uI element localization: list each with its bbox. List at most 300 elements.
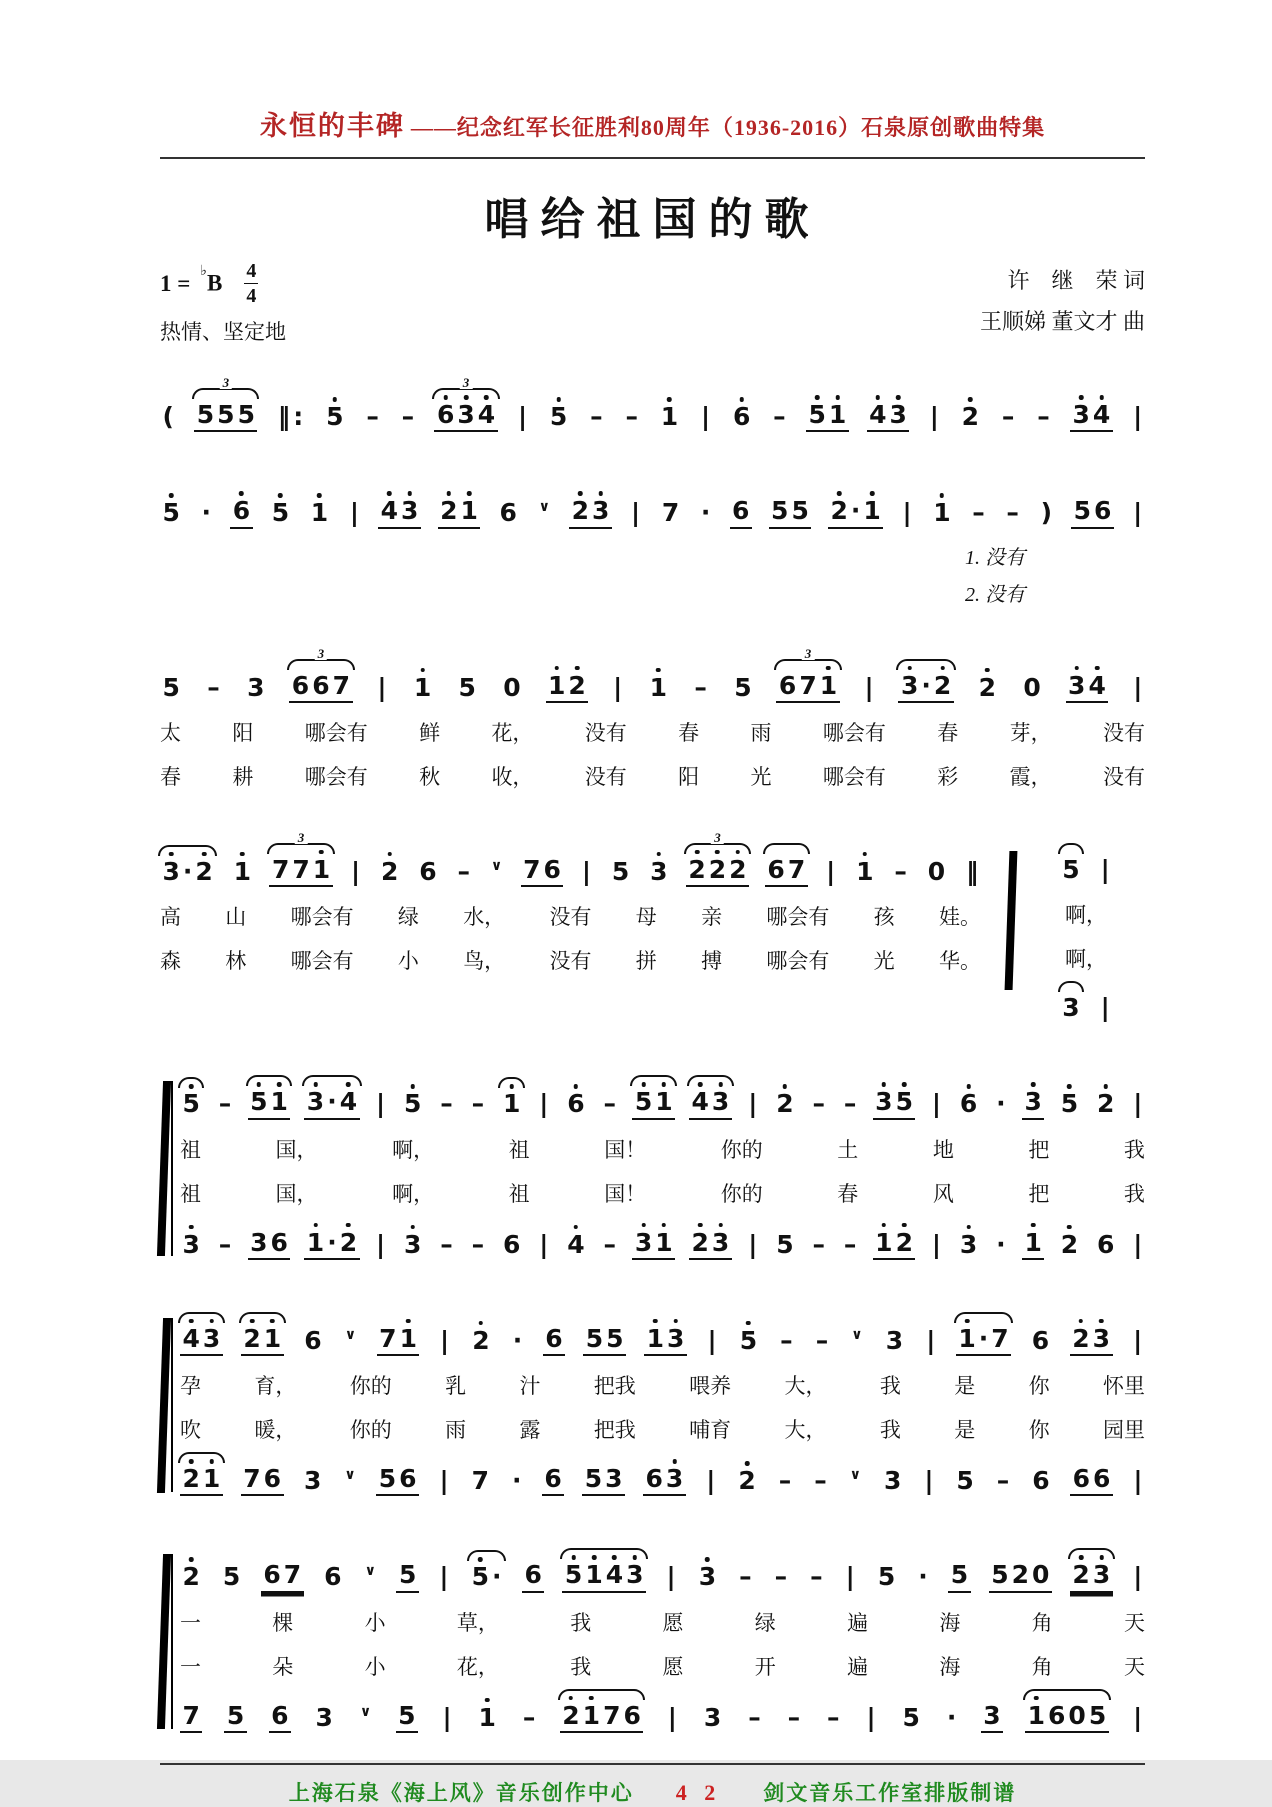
note-char: 0 <box>1032 1560 1050 1590</box>
lyric-cell: 我 <box>879 1418 901 1442</box>
note-token <box>396 1562 418 1592</box>
note-char: 1 <box>312 854 331 884</box>
lyric-cell: 哪会有 <box>304 720 368 745</box>
slur-arc <box>763 843 810 854</box>
note-token <box>515 404 529 432</box>
note-token <box>373 1091 387 1119</box>
notation-line <box>180 1208 1145 1260</box>
note-token <box>476 1702 498 1733</box>
note-token <box>647 672 669 703</box>
note-token <box>1131 1091 1145 1119</box>
lyric-cell: 国， <box>275 1137 318 1162</box>
triplet-arc <box>287 645 354 670</box>
lyric-cell: 我 <box>570 1654 592 1679</box>
note-char: 2 <box>562 1700 580 1730</box>
note-char: 2 <box>830 496 848 526</box>
note-char: 7 <box>991 1323 1009 1353</box>
note-token <box>746 1702 764 1733</box>
triplet-arc <box>774 645 841 670</box>
note-char: 2 <box>195 856 213 886</box>
note-char: | <box>866 1702 876 1732</box>
note-token <box>957 1229 979 1260</box>
note-char: – <box>815 1325 829 1355</box>
note-char: 2 <box>568 670 586 700</box>
lyric-cell: 光 <box>873 949 895 973</box>
note-char: · <box>511 1466 522 1495</box>
slur-arc <box>1068 1548 1115 1559</box>
note-token <box>456 672 478 703</box>
note-token <box>623 404 641 432</box>
note-token <box>812 1468 830 1496</box>
note-char: 1 <box>875 1227 893 1257</box>
lyric-cell: 暖， <box>254 1418 297 1442</box>
note-char: 6 <box>543 854 561 884</box>
music-system <box>160 1540 1145 1733</box>
notation-line <box>160 375 1145 432</box>
note-token <box>497 500 519 528</box>
note-char: 5 <box>162 672 180 702</box>
note-token <box>957 1091 979 1119</box>
note-token <box>205 672 223 703</box>
note-token <box>1038 500 1054 528</box>
note-char: 5 <box>771 496 789 526</box>
note-token <box>1131 404 1145 432</box>
note-char: | <box>1133 1702 1143 1732</box>
lyric-cell: 啊， <box>392 1181 435 1206</box>
note-token <box>180 1229 202 1260</box>
note-char: 6 <box>767 854 785 884</box>
pickup-column <box>1007 835 1145 1024</box>
lyric-cell: 吹 <box>180 1418 201 1442</box>
note-token <box>774 1229 796 1260</box>
note-char: 6 <box>959 1089 978 1119</box>
note-char: 5 <box>734 672 752 702</box>
note-char: – <box>778 1466 792 1495</box>
note-char: ‖ <box>277 402 291 431</box>
lyric-cell: 国， <box>275 1181 318 1206</box>
note-token <box>843 1564 857 1592</box>
note-token <box>925 856 947 887</box>
lyric-cell: 哪会有 <box>290 949 354 973</box>
note-char: · <box>700 498 711 528</box>
note-char: · <box>921 670 931 700</box>
note-token <box>611 672 625 703</box>
note-char: · <box>491 1562 502 1592</box>
note-char: · <box>996 1089 1006 1119</box>
note-char: – <box>812 1089 825 1119</box>
lyric-cell: 遍 <box>847 1610 869 1635</box>
note-char: 0 <box>1068 1700 1086 1730</box>
lyric-cell: 棵 <box>272 1610 294 1635</box>
note-token <box>438 1091 456 1119</box>
note-char: 6 <box>1048 1700 1066 1730</box>
lyric-cell: 绿 <box>397 905 419 929</box>
note-token <box>1022 1227 1044 1260</box>
note-char: 2 <box>688 854 706 884</box>
note-token <box>543 1323 565 1356</box>
note-char: · <box>182 856 193 886</box>
note-token <box>1131 1702 1145 1733</box>
note-char: 6 <box>1032 1466 1050 1495</box>
lyric-cell: 我 <box>570 1610 592 1635</box>
note-char: 6 <box>623 1700 641 1730</box>
lyric-cell: 秋 <box>419 764 441 789</box>
note-char: – <box>843 1089 857 1119</box>
time-signature-bottom: 4 <box>246 285 257 307</box>
note-char: 3 <box>626 1560 644 1590</box>
note-char: – <box>471 1229 485 1259</box>
note-char: 2 <box>243 1323 261 1353</box>
lyric-cell: 水， <box>463 905 506 929</box>
note-char: 2 <box>978 672 996 702</box>
note-token <box>304 1089 359 1119</box>
note-token <box>730 498 752 528</box>
breath-mark <box>342 1328 358 1345</box>
note-token <box>245 672 267 703</box>
note-char: 3 <box>667 1323 685 1353</box>
note-token <box>864 1702 878 1733</box>
lyric-cell: 角 <box>1031 1610 1053 1635</box>
note-token <box>774 1091 796 1119</box>
note-char: 2 <box>933 670 952 700</box>
note-token <box>769 498 812 528</box>
note-char: 1 <box>306 1227 325 1257</box>
note-token <box>231 856 253 887</box>
notation-line <box>1027 835 1145 885</box>
lyric-cell: 山 <box>225 905 247 929</box>
note-char: 3 <box>711 1087 730 1117</box>
lyric-cell: 绿 <box>754 1610 776 1635</box>
note-char: 4 <box>605 1560 624 1590</box>
note-char: 2 <box>1072 1323 1090 1353</box>
note-token <box>1029 1325 1051 1356</box>
note-token <box>732 672 754 703</box>
studio-name-right: 剑文音乐工作室排版制谱 <box>763 1780 1017 1805</box>
lyric-cell: 没有 <box>584 720 627 745</box>
lyric-cell: 孕 <box>180 1374 201 1398</box>
lyric-cell: 小 <box>364 1610 386 1635</box>
note-token <box>269 500 291 528</box>
note-char: ∨ <box>851 1326 863 1343</box>
lyric-cell: 大， <box>784 1374 827 1398</box>
note-token <box>900 1702 922 1733</box>
note-token <box>469 1564 504 1592</box>
note-token <box>776 645 839 703</box>
note-char: 0 <box>1023 672 1041 702</box>
lyrics-line <box>160 717 1145 747</box>
note-char: 1 <box>310 498 329 528</box>
note-token <box>455 856 473 887</box>
triplet-label: 3 <box>460 376 473 389</box>
note-token <box>304 1227 359 1260</box>
note-token <box>438 1325 452 1356</box>
verse-mark: 1. 没有 <box>965 546 1025 569</box>
note-char: – <box>603 1229 616 1259</box>
note-char: 3 <box>1092 1560 1111 1590</box>
note-char: | <box>1133 1325 1143 1355</box>
lyric-cell: 是 <box>954 1374 976 1398</box>
note-token <box>806 402 849 432</box>
note-char: 7 <box>661 498 680 528</box>
note-token <box>411 672 433 703</box>
note-token <box>241 1323 284 1356</box>
note-char: 1 <box>582 1700 601 1730</box>
note-char: 6 <box>1031 1325 1050 1355</box>
note-char: 5 <box>902 1702 920 1732</box>
note-char: : <box>293 402 304 431</box>
lyrics-line <box>180 1414 1145 1444</box>
note-token <box>772 1564 790 1592</box>
note-char: 5 <box>237 400 255 429</box>
lyric-cell: 哪会有 <box>766 949 830 973</box>
note-token <box>375 672 389 703</box>
note-token <box>180 1323 223 1356</box>
lyric-cell: 哪会有 <box>304 764 368 789</box>
note-token <box>810 1091 828 1119</box>
lyric-cell: 把 <box>1028 1181 1050 1206</box>
note-char: | <box>700 402 711 431</box>
note-token <box>560 1700 644 1733</box>
note-char: 1 <box>933 498 951 528</box>
note-token <box>1025 1700 1109 1733</box>
note-token <box>1098 854 1112 885</box>
note-char: | <box>706 1466 716 1495</box>
note-token <box>927 404 941 432</box>
flat-sign: ♭ <box>200 264 207 280</box>
note-token <box>1058 1229 1080 1260</box>
lyric-cell: 小 <box>364 1654 386 1679</box>
slur-arc <box>896 659 955 670</box>
note-char: ∨ <box>359 1703 372 1720</box>
note-char: 5 <box>634 1087 653 1117</box>
notation-line <box>1027 973 1145 1023</box>
note-token <box>898 670 953 703</box>
note-token <box>1131 1325 1145 1356</box>
note-char: 3 <box>315 1702 333 1732</box>
notation-line <box>160 645 1145 703</box>
note-char: 1 <box>202 1464 221 1493</box>
note-token <box>194 375 257 432</box>
note-token <box>643 1466 686 1496</box>
note-token <box>900 500 914 528</box>
note-char: 1 <box>660 402 679 431</box>
note-token <box>500 1091 522 1119</box>
note-char: | <box>1133 1466 1143 1495</box>
note-char: 5 <box>398 1560 417 1590</box>
lyric-cell: 角 <box>1031 1654 1053 1679</box>
breath-mark <box>536 500 552 517</box>
lyric-cell: 哪会有 <box>822 764 886 789</box>
lyric-cell: 霞， <box>1009 764 1052 789</box>
note-char: 7 <box>271 854 290 884</box>
note-char: – <box>694 672 707 702</box>
note-char: 1 <box>958 1323 976 1353</box>
note-char: 6 <box>778 670 797 700</box>
note-char: 1 <box>585 1560 603 1590</box>
note-char: | <box>375 1229 386 1259</box>
lyric-cell: 没有 <box>1102 720 1145 745</box>
note-char: 7 <box>471 1466 489 1495</box>
slur-arc <box>1058 843 1084 854</box>
note-char: 2 <box>776 1089 794 1119</box>
notation-line <box>160 829 981 887</box>
note-char: 6 <box>291 670 310 700</box>
note-char: 4 <box>380 496 399 526</box>
note-char: – <box>787 1702 801 1732</box>
note-char: | <box>929 402 939 431</box>
lyric-cell: 把我 <box>593 1418 636 1442</box>
note-char: | <box>902 498 912 528</box>
note-char: 5 <box>196 400 215 429</box>
note-char: 5 <box>471 1562 489 1592</box>
note-token <box>867 402 910 432</box>
music-system <box>160 1067 1145 1260</box>
note-char: 4 <box>339 1087 358 1117</box>
time-signature <box>244 261 258 306</box>
note-char: – <box>590 402 603 431</box>
note-char: 1 <box>233 856 252 886</box>
note-token <box>689 1089 732 1119</box>
lyric-cell: 园里 <box>1102 1418 1145 1442</box>
lyrics-line <box>180 1178 1145 1208</box>
note-token <box>696 1564 718 1592</box>
note-char: 3 <box>983 1700 1001 1730</box>
note-token <box>609 856 631 887</box>
note-char: – <box>773 402 786 431</box>
note-token <box>954 1468 976 1496</box>
lyric-cell: 是 <box>954 1418 976 1442</box>
note-char: 2 <box>729 854 747 884</box>
note-char: 6 <box>732 402 751 431</box>
note-token <box>399 404 417 432</box>
note-token <box>160 404 176 432</box>
note-token <box>841 1229 859 1260</box>
lyric-cell: 没有 <box>549 949 592 973</box>
note-token <box>378 498 421 528</box>
note-char: 5 <box>398 1700 416 1730</box>
lyric-cell: 春 <box>678 720 700 745</box>
note-char: 2 <box>182 1562 200 1592</box>
note-char: 1 <box>819 670 838 700</box>
note-char: 5 <box>895 1087 913 1117</box>
note-token <box>746 1091 760 1119</box>
key-name <box>200 264 223 297</box>
note-char: 3 <box>605 1464 623 1493</box>
note-char: 0 <box>927 856 946 886</box>
note-char: | <box>864 672 874 702</box>
note-token <box>701 1702 723 1733</box>
key-letter: B <box>206 270 223 296</box>
note-token <box>1030 1468 1052 1496</box>
key-and-tempo <box>160 261 286 346</box>
triplet-label: 3 <box>295 831 308 844</box>
note-char: 6 <box>645 1464 663 1493</box>
note-char: · <box>201 498 212 528</box>
lyric-cell: 你的 <box>349 1374 392 1398</box>
note-token <box>1070 1562 1113 1592</box>
note-char: 5 <box>326 402 344 431</box>
note-token <box>659 500 681 528</box>
triplet-label: 3 <box>802 647 815 660</box>
note-token <box>401 1091 423 1119</box>
series-subtitle: ——纪念红军长征胜利80周年（1936-2016）石泉原创歌曲特集 <box>410 115 1046 140</box>
note-token <box>828 498 883 528</box>
note-token <box>629 500 643 528</box>
note-char: | <box>351 856 361 886</box>
page-header <box>160 104 1145 159</box>
note-char: · <box>978 1323 989 1353</box>
note-token <box>963 856 981 887</box>
note-token <box>765 854 808 887</box>
slur-arc <box>302 1075 361 1086</box>
note-token <box>776 1468 794 1496</box>
notation-systems <box>160 375 1145 1733</box>
note-char: | <box>631 498 641 528</box>
note-token <box>180 1466 223 1496</box>
system-with-pickup <box>160 829 1145 1024</box>
note-char: ∨ <box>364 1563 376 1580</box>
note-char: 1 <box>646 1323 665 1353</box>
note-token <box>931 500 953 528</box>
lyric-cell: 大， <box>784 1418 827 1442</box>
pickup-lyric: 啊， <box>1065 903 1107 927</box>
note-char: 5 <box>1060 1089 1079 1119</box>
lyric-cell: 鸟， <box>463 949 506 973</box>
lyric-cell: 地 <box>932 1137 954 1162</box>
note-char: – <box>894 856 907 886</box>
notation-line <box>180 1067 1145 1119</box>
lyric-cell: 草， <box>456 1610 499 1635</box>
note-char: – <box>603 1089 616 1119</box>
note-token <box>417 856 439 887</box>
note-token <box>632 1227 675 1260</box>
lyric-cell: 天 <box>1123 1654 1145 1679</box>
note-char: 1 <box>1027 1700 1045 1730</box>
note-token <box>948 1562 970 1592</box>
note-char: 6 <box>1072 1464 1090 1493</box>
note-token <box>547 404 569 432</box>
note-char: 6 <box>271 1700 289 1730</box>
note-char: 3 <box>1024 1087 1042 1117</box>
note-char: 1 <box>460 496 478 526</box>
lyric-cell: 天 <box>1123 1610 1145 1635</box>
note-token <box>664 1564 678 1592</box>
note-char: 1 <box>478 1702 496 1732</box>
note-token <box>665 1702 679 1733</box>
note-char: – <box>522 1702 536 1732</box>
note-char: 5 <box>1088 1700 1107 1730</box>
note-char: 5 <box>549 402 568 431</box>
lyric-cell: 土 <box>837 1137 859 1162</box>
note-token <box>537 1091 551 1119</box>
note-token <box>824 856 838 887</box>
note-token <box>841 1091 859 1119</box>
lyric-cell: 祖 <box>508 1181 530 1206</box>
note-token <box>469 1468 491 1496</box>
note-token <box>644 1323 687 1356</box>
note-char: – <box>218 1089 232 1119</box>
lyric-cell: 鲜 <box>419 720 441 745</box>
note-token <box>1022 1089 1044 1119</box>
note-char: 1 <box>655 1087 673 1117</box>
note-token <box>737 1325 759 1356</box>
note-token <box>994 1091 1009 1119</box>
note-token <box>999 404 1017 432</box>
slur-arc <box>954 1312 1013 1323</box>
note-char: 3 <box>182 1229 200 1259</box>
note-token <box>347 500 361 528</box>
note-char: | <box>1100 854 1110 884</box>
